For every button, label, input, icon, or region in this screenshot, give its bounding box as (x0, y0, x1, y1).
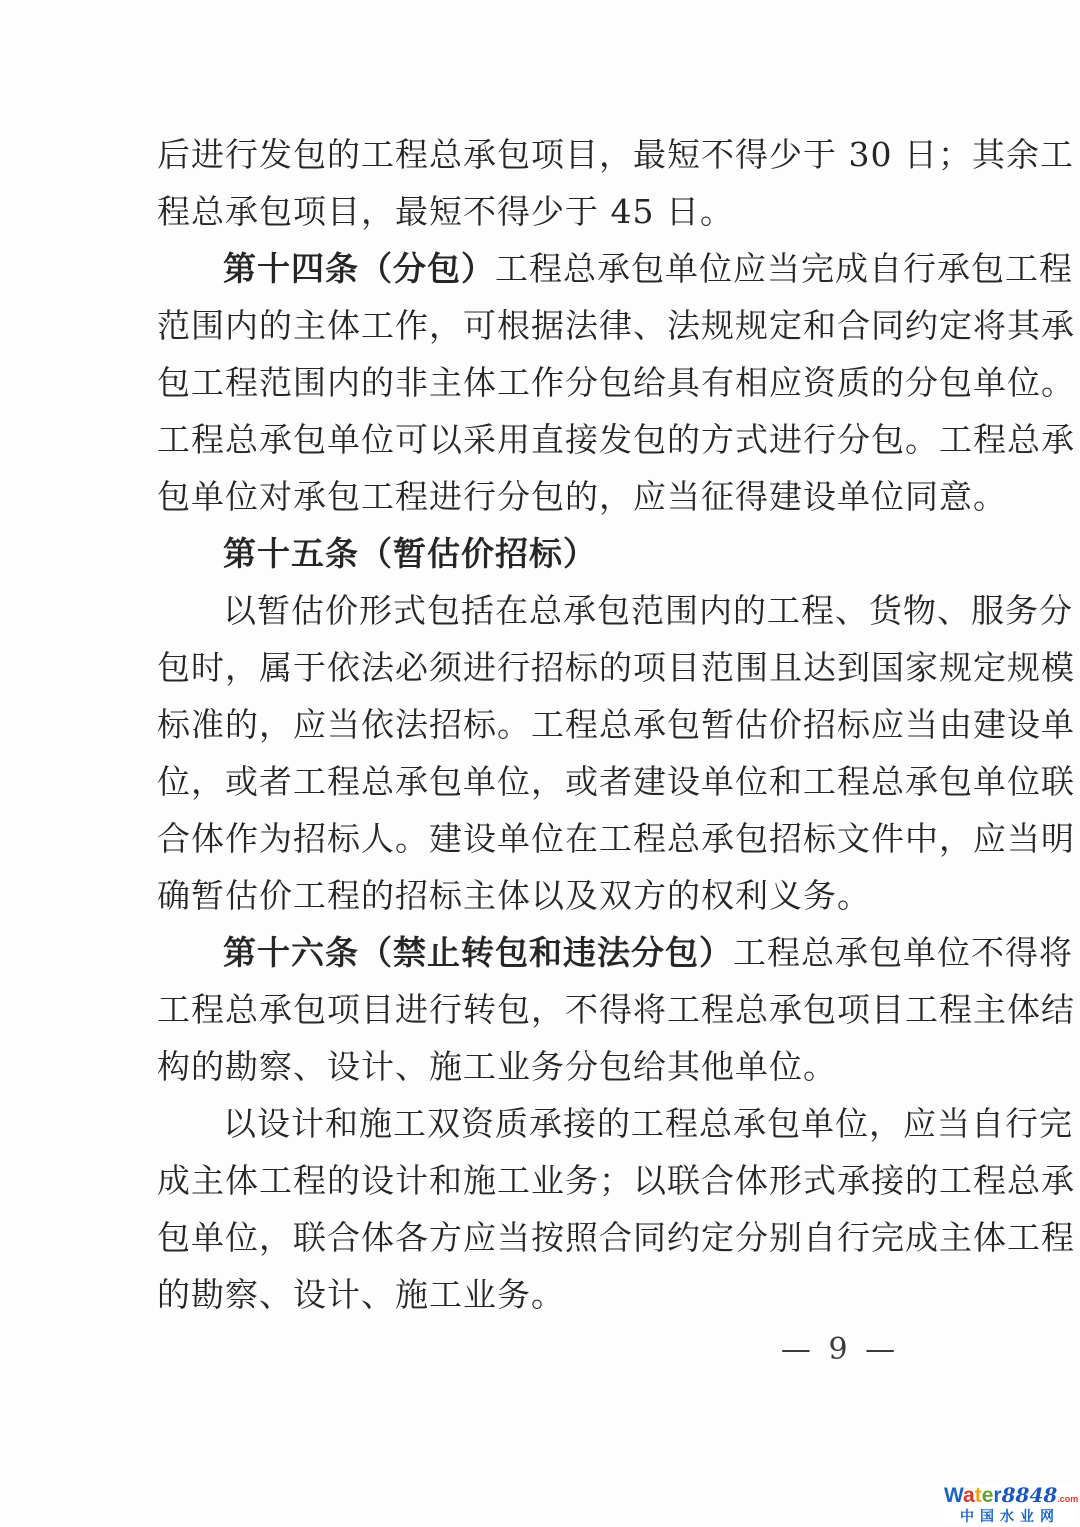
text-line (157, 468, 1007, 525)
text-line (157, 240, 1073, 297)
body-text: 以暂估价形式包括在总承包范围内的工程、货物、服务分 (223, 591, 1073, 630)
text-line (157, 924, 1073, 981)
body-text: 工程总承包单位不得将 (733, 933, 1073, 972)
text-line (157, 1209, 1075, 1266)
watermark-letter: W (944, 1484, 964, 1508)
text-line (157, 1266, 927, 1323)
text-line (157, 1095, 1073, 1152)
article-heading: 第十五条（暂估价招标） (223, 534, 597, 573)
page-number: — 9 — (780, 1332, 900, 1367)
body-text: 的勘察、设计、施工业务。 (157, 1275, 565, 1314)
watermark-logo (944, 1483, 1079, 1525)
watermark-brand-number: 8848 (1001, 1483, 1058, 1508)
text-line (157, 1038, 927, 1095)
body-text: 工程总承包单位可以采用直接发包的方式进行分包。工程总承 (157, 420, 1075, 459)
text-line (157, 525, 927, 582)
body-text: 位，或者工程总承包单位，或者建设单位和工程总承包单位联 (157, 762, 1075, 801)
text-line (157, 753, 1075, 810)
text-line (157, 810, 1075, 867)
watermark-letter: e (981, 1484, 994, 1508)
watermark-brand-tld: .com (1057, 1494, 1079, 1505)
body-text: 工程总承包项目进行转包，不得将工程总承包项目工程主体结 (157, 990, 1075, 1029)
body-text: 后进行发包的工程总承包项目，最短不得少于 30 日；其余工 (157, 135, 1074, 174)
body-text: 包单位对承包工程进行分包的，应当征得建设单位同意。 (157, 477, 1007, 516)
body-text: 构的勘察、设计、施工业务分包给其他单位。 (157, 1047, 837, 1086)
document-body (157, 126, 1075, 1323)
text-line (157, 183, 927, 240)
article-heading: 第十四条（分包） (223, 249, 495, 288)
body-text: 合体作为招标人。建设单位在工程总承包招标文件中，应当明 (157, 819, 1075, 858)
text-line (157, 582, 1073, 639)
watermark-brand-letters (944, 1484, 1002, 1507)
watermark-brand (944, 1483, 1079, 1508)
body-text: 包单位，联合体各方应当按照合同约定分别自行完成主体工程 (157, 1218, 1075, 1257)
body-text: 标准的，应当依法招标。工程总承包暂估价招标应当由建设单 (157, 705, 1075, 744)
text-line (157, 411, 1075, 468)
watermark-letter: a (963, 1484, 975, 1508)
body-text: 包工程范围内的非主体工作分包给具有相应资质的分包单位。 (157, 363, 1075, 402)
text-line (157, 867, 927, 924)
body-text: 确暂估价工程的招标主体以及双方的权利义务。 (157, 876, 871, 915)
text-line (157, 696, 1075, 753)
text-line (157, 981, 1075, 1038)
text-line (157, 126, 1074, 183)
body-text: 范围内的主体工作，可根据法律、法规规定和合同约定将其承 (157, 306, 1075, 345)
body-text: 程总承包项目，最短不得少于 45 日。 (157, 192, 734, 231)
body-text: 成主体工程的设计和施工业务；以联合体形式承接的工程总承 (157, 1161, 1075, 1200)
body-text: 以设计和施工双资质承接的工程总承包单位，应当自行完 (223, 1104, 1073, 1143)
watermark-tagline: 中国水业网 (960, 1508, 1060, 1525)
text-line (157, 1152, 1075, 1209)
body-text: 包时，属于依法必须进行招标的项目范围且达到国家规定规模 (157, 648, 1075, 687)
text-line (157, 639, 1075, 696)
watermark-letter: r (993, 1484, 1002, 1508)
text-line (157, 354, 1075, 411)
body-text: 工程总承包单位应当完成自行承包工程 (495, 249, 1073, 288)
text-line (157, 297, 1075, 354)
article-heading: 第十六条（禁止转包和违法分包） (223, 933, 733, 972)
watermark-letter: t (974, 1484, 982, 1508)
